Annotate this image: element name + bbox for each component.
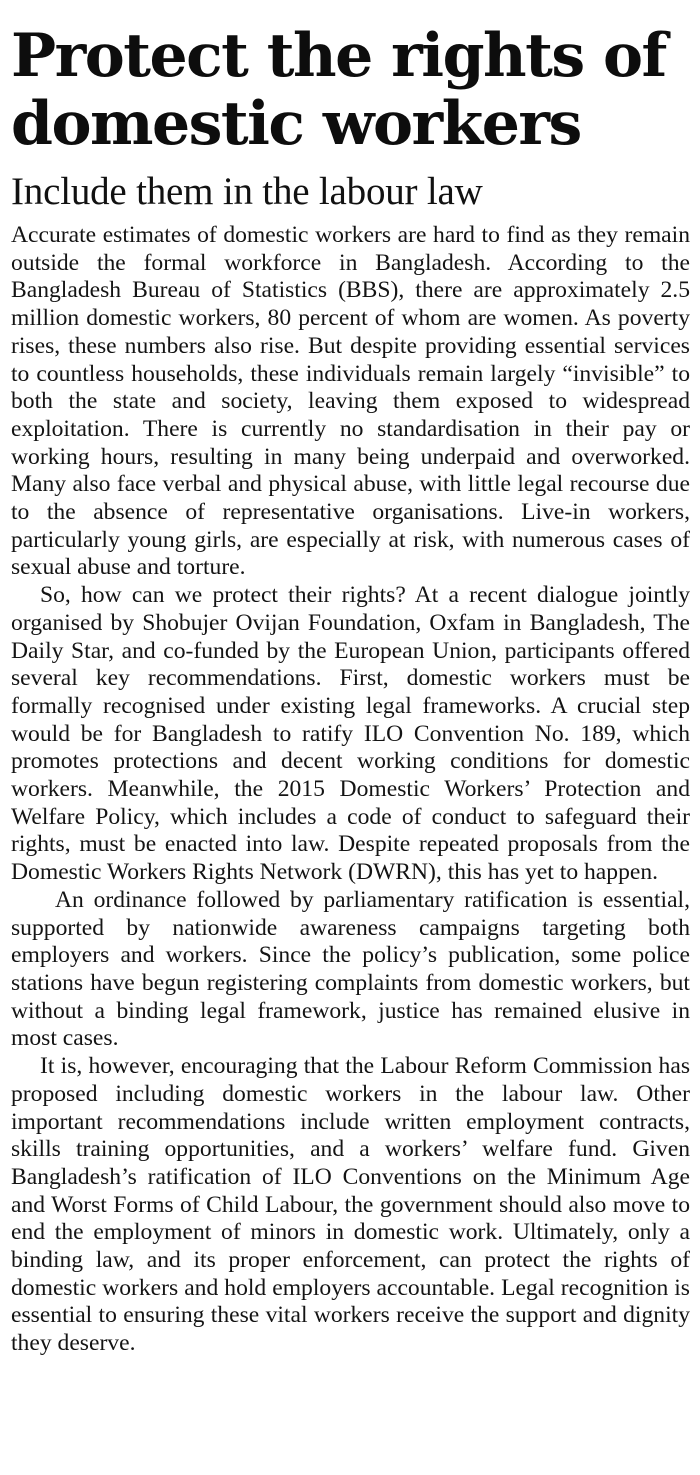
paragraph-1: Accurate estimates of domestic workers are hard to find as they remain outside the formal workforce in Bangladesh. According to the Bangladesh Bureau of Statistics (BBS), there are approximately 2.5 million domestic workers, 80 percent of whom are women. As poverty rises, these numbers also rise. But despite providing essential services to countless households, these individuals remain largely “invisible” to both the state and society, leaving them exposed to widespread exploitation. There is currently no standardisation in their pay or working hours, resulting in many being underpaid and overworked. Many also face verbal and physical abuse, with little legal recourse due to the absence of representative organisations. Live-in workers, particularly young girls, are especially at risk, with numerous cases of sexual abuse and torture. [11, 222, 690, 581]
editorial-article [11, 22, 690, 1358]
headline: Protect the rights of domestic workers [11, 21, 666, 159]
paragraph-2: So, how can we protect their rights? At a recent dialogue jointly organised by Shobujer Ovijan Foundation, Oxfam in Bangladesh, The Daily Star, and co-funded by the European Union, participants offered several key recommendations. First, domestic workers must be formally recognised under existing legal frameworks. A crucial step would be for Bangladesh to ratify ILO Convention No. 189, which promotes protections and decent working conditions for domestic workers. Meanwhile, the 2015 Domestic Workers’ Protection and Welfare Policy, which includes a code of conduct to safeguard their rights, must be enacted into law. Despite repeated proposals from the Domestic Workers Rights Network (DWRN), this has yet to happen. [11, 582, 690, 886]
paragraph-4: It is, however, encouraging that the Labour Reform Commission has proposed including domestic workers in the labour law. Other important recommendations include written employment contracts, skills training opportunities, and a workers’ welfare fund. Given Bangladesh’s ratification of ILO Conventions on the Minimum Age and Worst Forms of Child Labour, the government should also move to end the employment of minors in domestic work. Ultimately, only a binding law, and its proper enforcement, can protect the rights of domestic workers and hold employers accountable. Legal recognition is essential to ensuring these vital workers receive the support and dignity they deserve. [11, 1053, 690, 1357]
paragraph-3: An ordinance followed by parliamentary ratification is essential, supported by nationwide awareness campaigns targeting both employers and workers. Since the policy’s publication, some police stations have begun registering complaints from domestic workers, but without a binding legal framework, justice has remained elusive in most cases. [11, 886, 690, 1052]
article-body [11, 222, 690, 1358]
subheadline: Include them in the labour law [11, 170, 483, 213]
